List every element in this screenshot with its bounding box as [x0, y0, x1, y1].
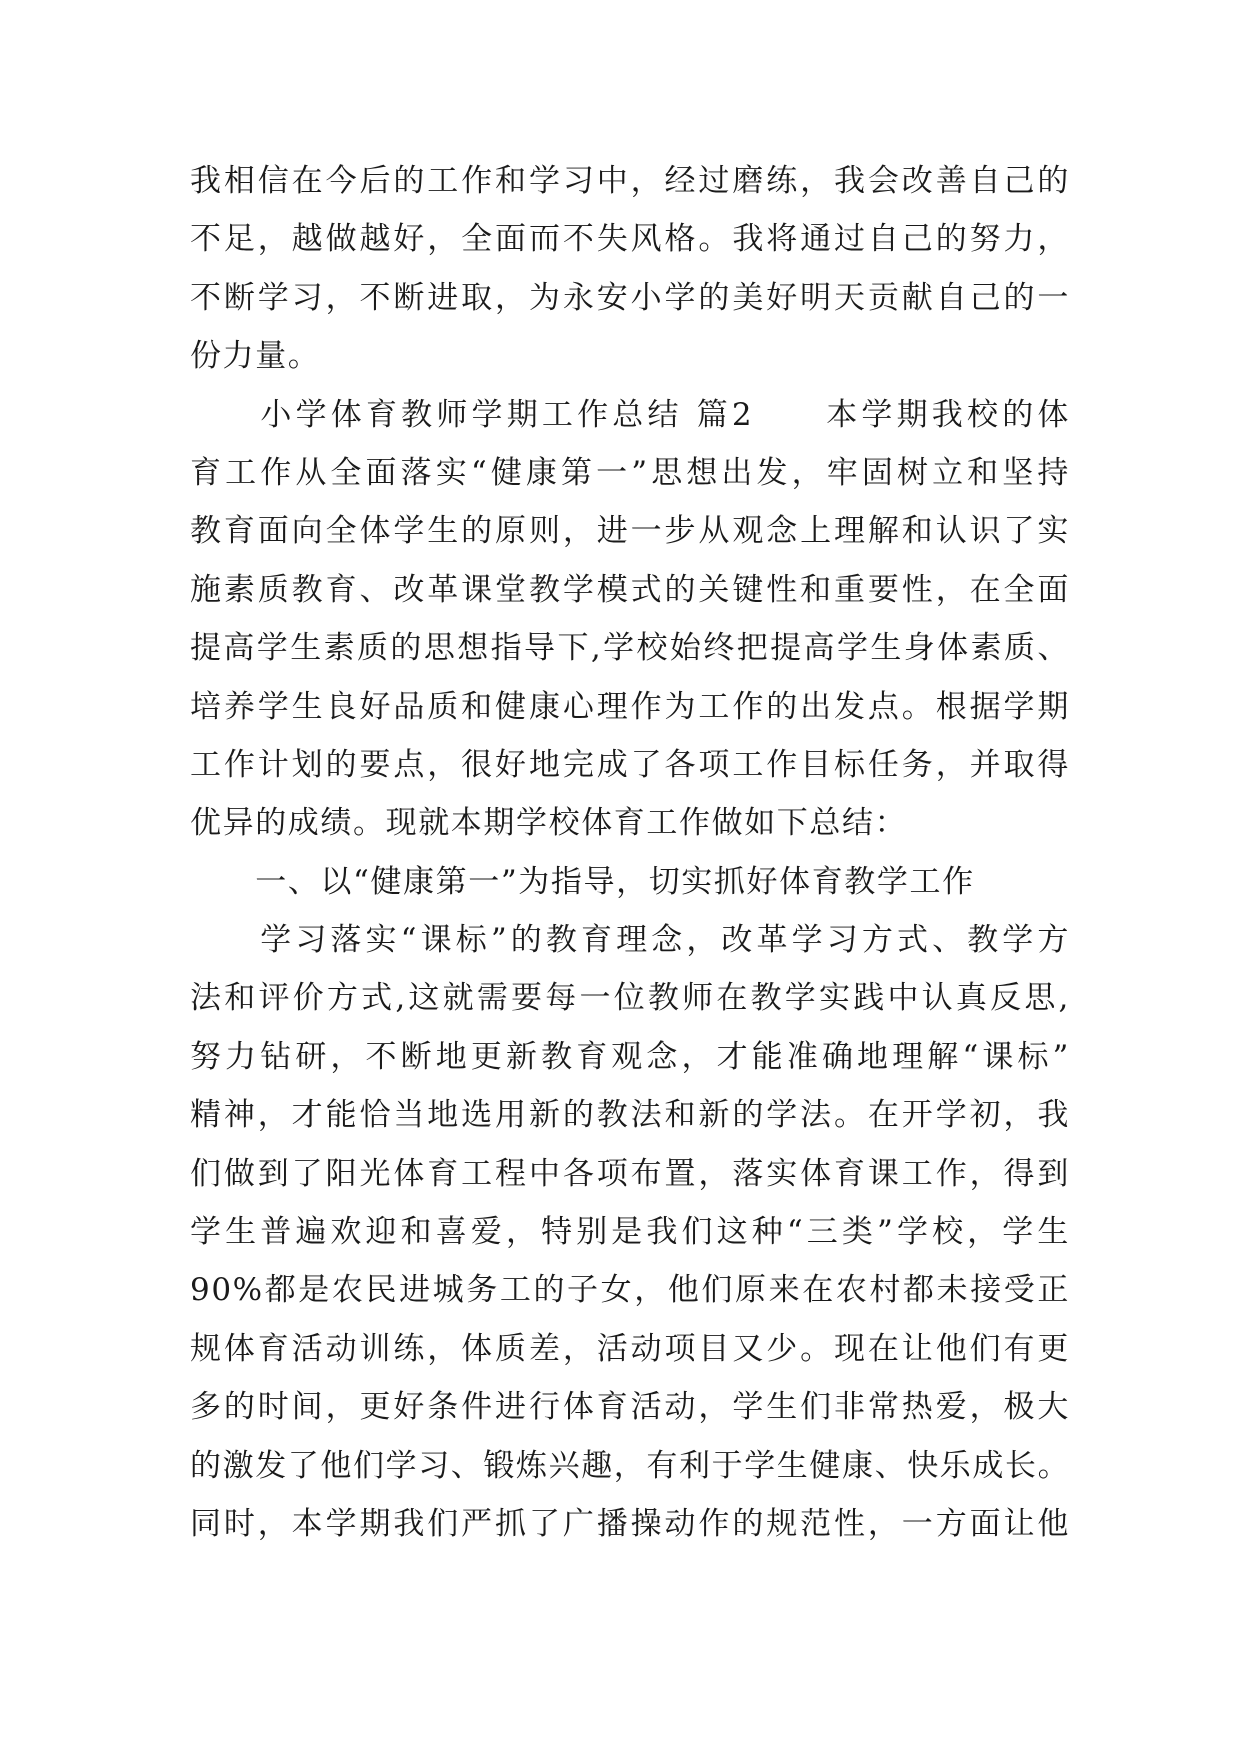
- text-line: 精神，才能恰当地选用新的教法和新的学法。在开学初，我: [190, 1097, 1070, 1134]
- text-line: 我相信在今后的工作和学习中，经过磨练，我会改善自己的: [190, 163, 1070, 199]
- text-line: 学生普遍欢迎和喜爱，特别是我们这种“三类”学校，学生: [190, 1214, 1070, 1251]
- text-line: 多的时间，更好条件进行体育活动，学生们非常热爱，极大: [190, 1389, 1070, 1426]
- text-line: 提高学生素质的思想指导下,学校始终把提高学生身体素质、: [190, 630, 1070, 667]
- text-line: 育工作从全面落实“健康第一”思想出发，牢固树立和坚持: [190, 454, 1070, 491]
- text-line: 们做到了阳光体育工程中各项布置，落实体育课工作，得到: [190, 1155, 1070, 1192]
- text-line: 不断学习，不断进取，为永安小学的美好明天贡献自己的一: [190, 279, 1070, 316]
- text-line: 法和评价方式,这就需要每一位教师在教学实践中认真反思,: [190, 980, 1070, 1017]
- text-line: 施素质教育、改革课堂教学模式的关键性和重要性，在全面: [190, 571, 1070, 608]
- text-line: 小学体育教师学期工作总结 篇2 本学期我校的体: [190, 396, 1070, 433]
- text-line: 规体育活动训练，体质差，活动项目又少。现在让他们有更: [190, 1330, 1070, 1367]
- text-line: 学习落实“课标”的教育理念，改革学习方式、教学方: [190, 922, 1070, 959]
- text-line: 90%都是农民进城务工的子女，他们原来在农村都未接受正: [190, 1272, 1070, 1309]
- text-line: 一、以“健康第一”为指导，切实抓好体育教学工作: [190, 863, 975, 900]
- text-line: 的激发了他们学习、锻炼兴趣，有利于学生健康、快乐成长。: [190, 1447, 1071, 1484]
- text-line: 工作计划的要点，很好地完成了各项工作目标任务，并取得: [190, 746, 1070, 783]
- text-line: 培养学生良好品质和健康心理作为工作的出发点。根据学期: [190, 688, 1070, 725]
- text-line: 同时，本学期我们严抓了广播操动作的规范性，一方面让他: [190, 1505, 1070, 1542]
- text-line: 优异的成绩。现就本期学校体育工作做如下总结：: [190, 805, 908, 842]
- text-line: 不足，越做越好，全面而不失风格。我将通过自己的努力，: [190, 221, 1070, 258]
- text-line: 教育面向全体学生的原则，进一步从观念上理解和认识了实: [190, 513, 1070, 550]
- text-line: 份力量。: [190, 338, 321, 375]
- text-line: 努力钻研，不断地更新教育观念，才能准确地理解“课标”: [190, 1038, 1070, 1075]
- body-text: [190, 152, 1070, 1553]
